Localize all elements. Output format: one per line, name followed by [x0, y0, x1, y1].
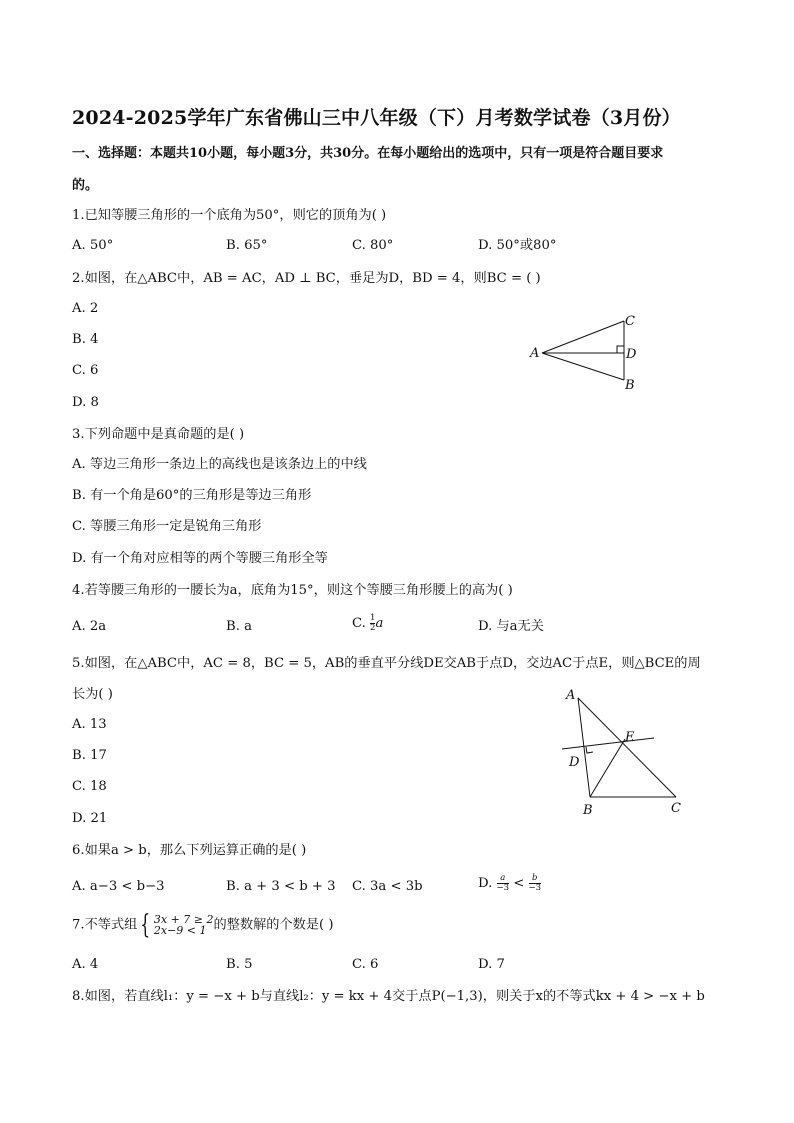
label-a: A — [530, 346, 540, 361]
q6-option-b: B. a + 3 < b + 3 — [226, 879, 336, 894]
q4-option-d: D. 与a无关 — [478, 619, 544, 634]
q4-frac-den: 2 — [370, 623, 376, 633]
q7-option-a: A. 4 — [72, 957, 99, 972]
perpendicular-bisector-de — [562, 738, 654, 749]
q6-option-c: C. 3a < 3b — [352, 879, 423, 894]
q7-system-brace: { — [140, 910, 151, 940]
label-d: D — [626, 347, 637, 362]
q6-option-d — [478, 874, 541, 893]
q4-frac-num: 1 — [370, 613, 376, 623]
question-6-stem: 6.如果a > b，那么下列运算正确的是( ) — [72, 843, 307, 858]
question-3-stem: 3.下列命题中是真命题的是( ) — [72, 427, 245, 442]
q3-option-a: A. 等边三角形一条边上的高线也是该条边上的中线 — [72, 457, 367, 472]
question-5-stem: 5.如图，在△ABC中，AC = 8，BC = 5，AB的垂直平分线DE交AB于点D，交边AC于点E，则△BCE的周 — [72, 656, 701, 671]
question-8-stem: 8.如图，若直线l₁：y = −x + b与直线l₂：y = kx + 4交于点P(−1,3)，则关于x的不等式kx + 4 > −x + b — [72, 989, 705, 1004]
q1-option-c: C. 80° — [352, 238, 394, 253]
segment-ac — [542, 321, 624, 353]
right-angle-mark — [586, 747, 593, 753]
label-b: B — [583, 803, 593, 818]
q4-option-c-label: C. — [352, 616, 366, 631]
q2-option-d: D. 8 — [72, 395, 99, 410]
q4-option-b: B. a — [226, 619, 252, 634]
q6-frac-left-den: −3 — [496, 883, 510, 893]
q1-option-a: A. 50° — [72, 238, 114, 253]
q3-option-b: B. 有一个角是60°的三角形是等边三角形 — [72, 488, 312, 503]
q7-option-b: B. 5 — [226, 957, 253, 972]
q7-option-c: C. 6 — [352, 957, 379, 972]
question-2-stem: 2.如图，在△ABC中，AB = AC，AD ⊥ BC，垂足为D，BD = 4，则BC = ( ) — [72, 271, 541, 286]
q1-option-d: D. 50°或80° — [478, 238, 557, 253]
q6-frac-right-den: −3 — [528, 883, 542, 893]
q7-inequality-system — [154, 914, 214, 936]
q5-triangle-figure — [556, 686, 696, 821]
label-a: A — [566, 688, 576, 703]
q4-option-a: A. 2a — [72, 619, 107, 634]
q5-option-a: A. 13 — [72, 717, 107, 732]
section-heading: 一、选择题：本题共10小题，每小题3分，共30分。在每小题给出的选项中，只有一项是符合题目要求 — [72, 146, 664, 161]
q6-option-a: A. a−3 < b−3 — [72, 879, 165, 894]
question-7-stem — [72, 910, 334, 940]
q2-option-a: A. 2 — [72, 301, 99, 316]
q7-stem-pre: 7.不等式组 — [72, 917, 138, 933]
q3-option-c: C. 等腰三角形一定是锐角三角形 — [72, 519, 262, 534]
q7-stem-post: 的整数解的个数是( ) — [213, 917, 334, 933]
q1-option-b: B. 65° — [226, 238, 268, 253]
label-e: E — [625, 730, 635, 745]
label-b: B — [625, 378, 635, 393]
q3-option-d: D. 有一个角对应相等的两个等腰三角形全等 — [72, 551, 328, 566]
q6-frac-relation: < — [513, 876, 525, 891]
q6-frac-left — [497, 874, 510, 893]
section-heading-cont: 的。 — [72, 178, 99, 193]
q2-option-c: C. 6 — [72, 363, 99, 378]
q5-option-c: C. 18 — [72, 779, 107, 794]
segment-ab — [578, 698, 590, 797]
q7-inequality-2: 2x−9 < 1 — [153, 924, 207, 937]
label-d: D — [569, 755, 580, 770]
q6-frac-right — [529, 874, 542, 893]
q5-option-b: B. 17 — [72, 748, 107, 763]
segment-be — [590, 739, 625, 797]
label-c: C — [625, 314, 635, 329]
question-1-stem: 1.已知等腰三角形的一个底角为50°，则它的顶角为( ) — [72, 208, 387, 223]
q4-option-c — [352, 614, 383, 633]
label-c: C — [671, 801, 681, 816]
question-5-stem-cont: 长为( ) — [72, 687, 113, 702]
q4-frac-var: a — [375, 616, 384, 631]
q6-frac-left-num: a — [500, 873, 506, 883]
q7-inequality-1: 3x + 7 ≥ 2 — [153, 913, 214, 926]
q6-option-d-label: D. — [478, 876, 493, 891]
q2-option-b: B. 4 — [72, 332, 99, 347]
q6-frac-right-num: b — [532, 873, 538, 883]
right-angle-mark — [617, 346, 624, 353]
question-4-stem: 4.若等腰三角形的一腰长为a，底角为15°，则这个等腰三角形腰上的高为( ) — [72, 583, 513, 598]
q2-triangle-figure — [524, 308, 644, 394]
q5-option-d: D. 21 — [72, 811, 108, 826]
page-title: 2024-2025学年广东省佛山三中八年级（下）月考数学试卷（3月份） — [72, 107, 681, 129]
segment-ab — [542, 353, 624, 380]
q7-option-d: D. 7 — [478, 957, 505, 972]
segment-ac — [578, 698, 676, 797]
